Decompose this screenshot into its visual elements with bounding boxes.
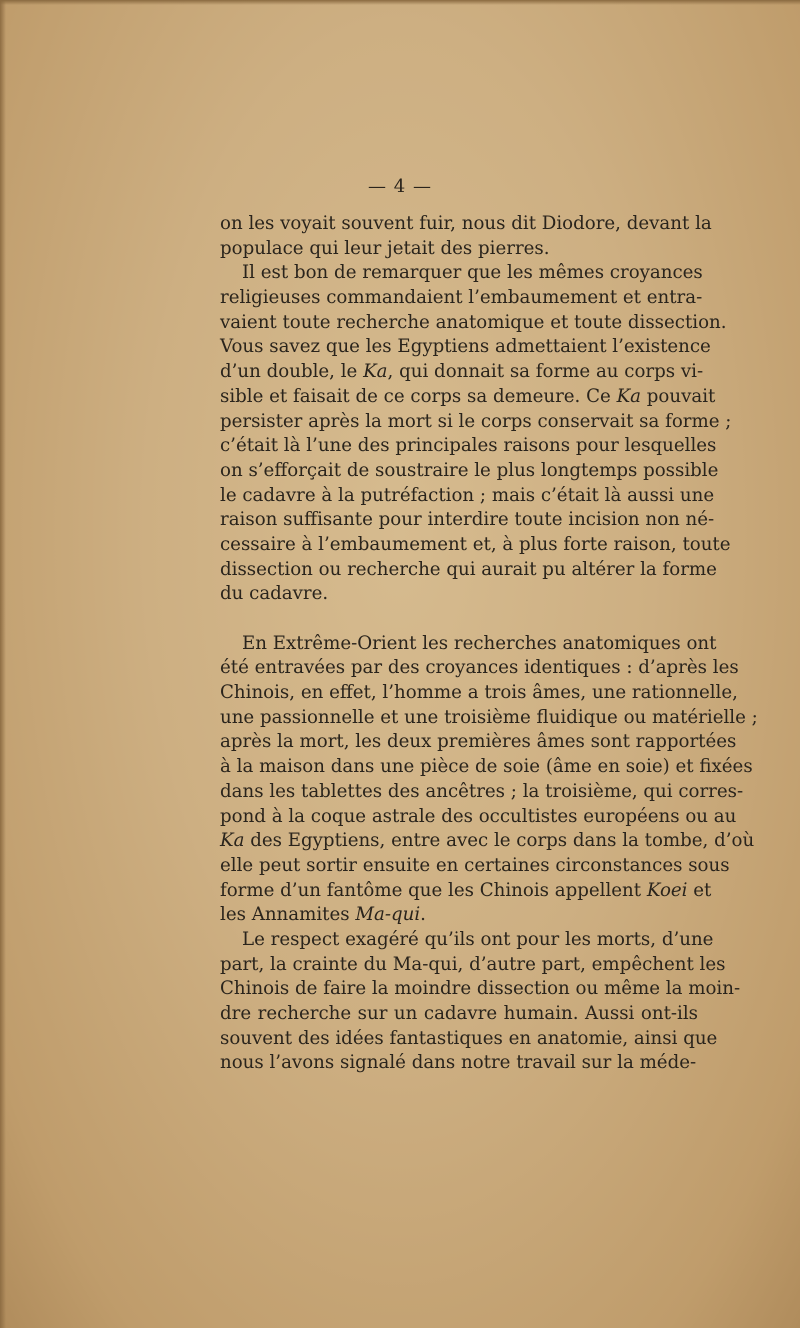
italic-term: Ka <box>220 830 245 852</box>
text-line: dre recherche sur un cadavre humain. Aussi ont-ils <box>220 1003 698 1024</box>
text-line: cessaire à l’embaumement et, à plus forte raison, toute <box>220 533 731 555</box>
text-line: En Extrême-Orient les recherches anatomiques ont <box>242 632 717 654</box>
paragraph-gap <box>220 607 698 632</box>
text-line: religieuses commandaient l’embaumement et entra- <box>220 287 703 309</box>
text-line: d’un double, le Ka, qui donnait sa forme au corps vi- <box>220 361 704 383</box>
italic-term: Koei <box>646 879 688 901</box>
text-line: dans les tablettes des ancêtres ; la troisième, qui corres- <box>220 780 744 802</box>
text-line: Ka des Egyptiens, entre avec le corps dans la tombe, d’où <box>220 830 755 852</box>
text-line: sible et faisait de ce corps sa demeure. Ce Ka pouvait <box>220 385 716 407</box>
page-edge <box>0 0 6 1328</box>
text-line: forme d’un fantôme que les Chinois appellent Koei et <box>220 879 712 901</box>
text-line: on les voyait souvent fuir, nous dit Diodore, devant la <box>220 213 712 234</box>
text-line: Vous savez que les Egyptiens admettaient l’existence <box>220 336 711 358</box>
text-line: dissection ou recherche qui aurait pu altérer la forme <box>220 558 717 580</box>
text-line: persister après la mort si le corps conservait sa forme ; <box>220 410 732 432</box>
text-line: du cadavre. <box>220 583 329 605</box>
text-line: Il est bon de remarquer que les mêmes croyances <box>242 262 703 284</box>
text-line: c’était là l’une des principales raisons pour lesquelles <box>220 435 717 457</box>
paragraph <box>220 212 712 261</box>
text-line: pond à la coque astrale des occultistes européens ou au <box>220 805 737 827</box>
text-line: vaient toute recherche anatomique et toute dissection. <box>220 311 727 333</box>
text-line: Chinois de faire la moindre dissection ou même la moin- <box>220 978 741 1000</box>
text-line: une passionnelle et une troisième fluidique ou matérielle ; <box>220 706 758 728</box>
text-line: Chinois, en effet, l’homme a trois âmes, une rationnelle, <box>220 682 738 704</box>
body-text <box>220 212 758 1076</box>
text-line: à la maison dans une pièce de soie (âme en soie) et fixées <box>220 756 753 778</box>
text-line: le cadavre à la putréfaction ; mais c’était là aussi une <box>220 484 715 506</box>
page-edge-top <box>0 0 800 5</box>
text-line: les Annamites Ma-qui. <box>220 904 426 926</box>
page-number: — 4 — <box>368 176 432 197</box>
paragraph <box>220 261 732 607</box>
text-line: après la mort, les deux premières âmes sont rapportées <box>220 731 737 753</box>
text-line: été entravées par des croyances identiques : d’après les <box>220 657 739 679</box>
text-line: populace qui leur jetait des pierres. <box>220 237 550 259</box>
text-line: nous l’avons signalé dans notre travail sur la méde- <box>220 1052 697 1074</box>
paragraph <box>220 632 758 928</box>
italic-term: Ka <box>616 385 641 407</box>
text-line: on s’efforçait de soustraire le plus longtemps possible <box>220 459 719 481</box>
italic-term: Ka <box>363 361 388 383</box>
text-line: Le respect exagéré qu’ils ont pour les morts, d’une <box>242 928 714 950</box>
text-line: souvent des idées fantastiques en anatomie, ainsi que <box>220 1027 718 1049</box>
text-line: part, la crainte du Ma-qui, d’autre part, empêchent les <box>220 953 726 975</box>
text-line: elle peut sortir ensuite en certaines circonstances sous <box>220 854 730 876</box>
text-line: raison suffisante pour interdire toute incision non né- <box>220 509 715 531</box>
italic-term: Ma-qui <box>355 904 421 926</box>
paragraph <box>220 928 741 1076</box>
